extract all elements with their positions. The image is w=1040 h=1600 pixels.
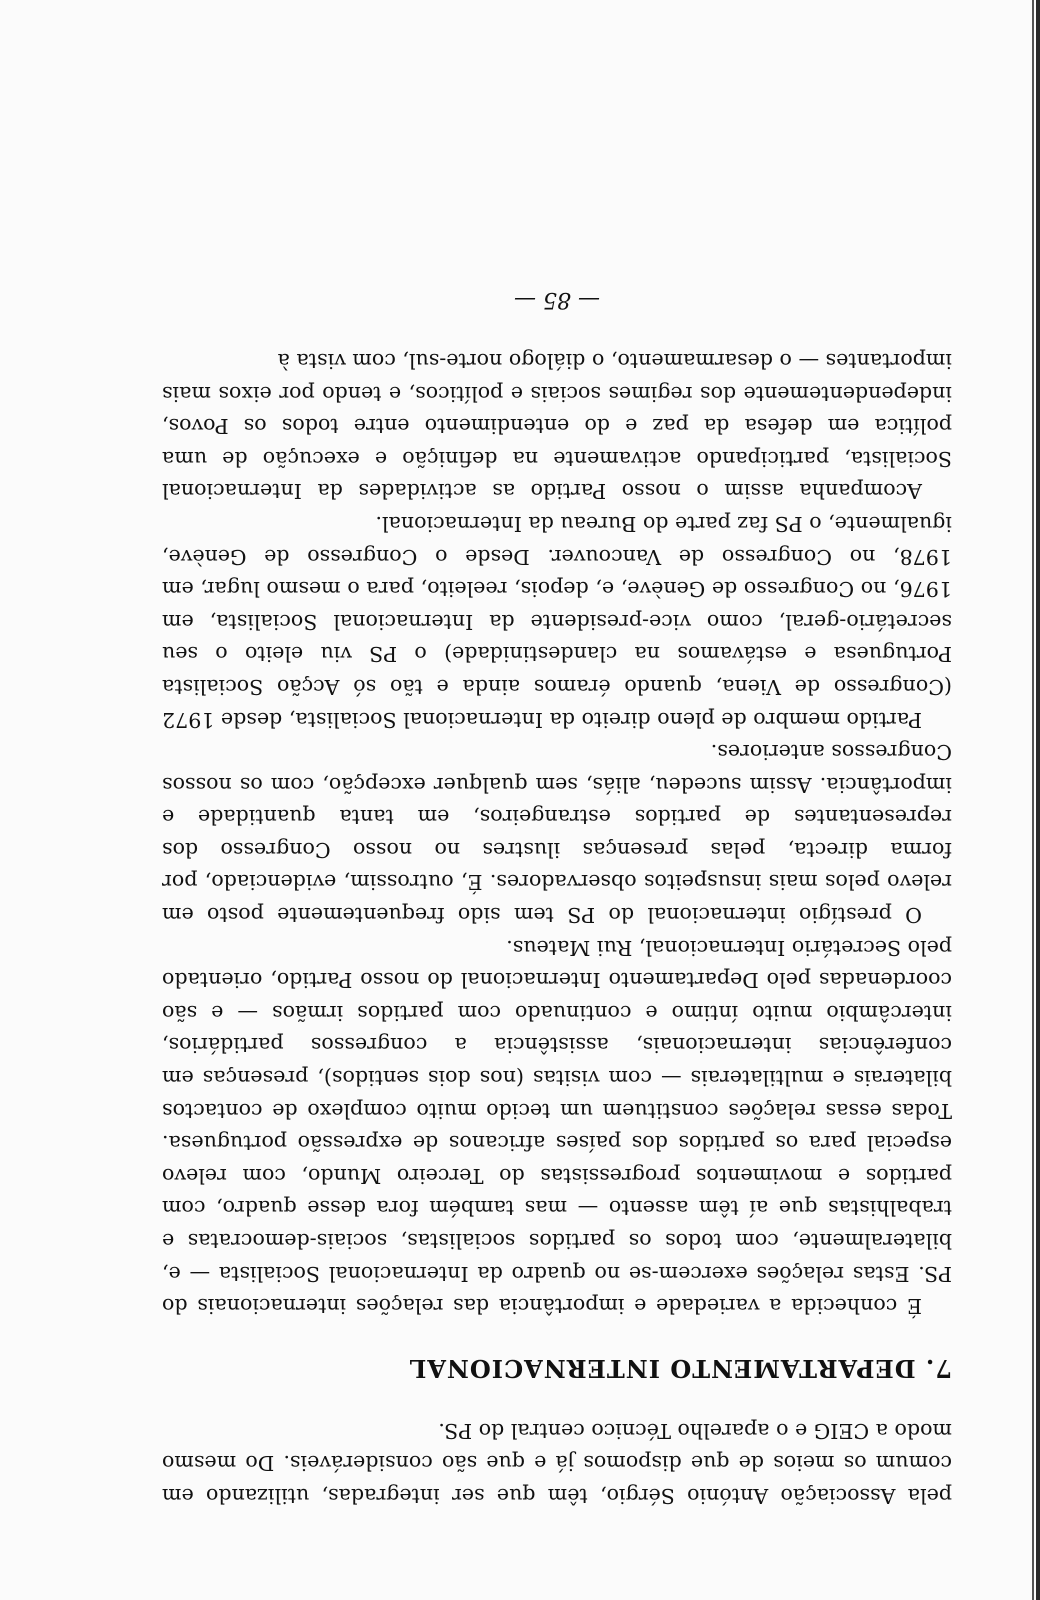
paragraph-prestige: O prestígio internacional do PS tem sido frequentemente posto em relevo pelos mais insuspeitos observadores. É, outrossim, evidenciado, por forma directa, pelas presenças ilustres no nosso Congresso dos representantes de partidos estrangeiros, em tanta quantidade e importância. Assim sucedeu, aliás, sem qualquer excepção, com os nossos Congressos anteriores. bbox=[162, 740, 952, 928]
scan-edge-line bbox=[1032, 0, 1034, 1600]
page-content bbox=[162, 284, 952, 1512]
paragraph-membership: Partido membro de pleno direito da Internacional Socialista, desde 1972 (Congresso de Viena, quando éramos ainda e tão só Acção Socialista Portuguesa e estávamos na clandestinidade) o PS viu eleito o seu secretário-geral, como vice-presidente da Internacional Socialista, em 1976, no Congresso de Genève, e, depois, reeleito, para o mesmo lugar, em 1978, no Congresso de Vancouver. Desde o Congresso de Genève, igualmente, o PS faz parte do Bureau da Internacional. bbox=[162, 511, 952, 732]
scan-edge-shadow bbox=[1036, 0, 1040, 1600]
intro-paragraph: pela Associação António Sérgio, têm que ser integradas, utilizando em comum os meios de que dispomos já e que são consideráveis. Do mesmo modo a CEIG e o aparelho Técnico central do PS. bbox=[162, 1418, 952, 1508]
section-heading: 7. DEPARTAMENTO INTERNACIONAL bbox=[408, 1354, 952, 1384]
page-number: — 85 — bbox=[514, 287, 600, 313]
paragraph-activities: Acompanha assim o nosso Partido as actividades da Internacional Socialista, participando activamente na definição e execução de uma política em defesa da paz e do entendimento entre todos os Povos, independentemente dos regimes sociais e políticos, e tendo por eixos mais importantes — o desarmamento, o diálogo norte-sul, com vista à bbox=[162, 349, 952, 504]
paragraph-relations: É conhecida a variedade e importância das relações internacionais do PS. Estas relações exercem-se no quadro da Internacional Socialista — e, bilateralmente, com todos os partidos socialistas, sociais-democratas e trabalhistas que aí têm assento — mas também fora desse quadro, com partidos e movimentos progressistas do Terceiro Mundo, com relevo especial para os partidos dos países africanos de expressão portuguesa. Todas essas relações constituem um tecido muito complexo de contactos bilaterais e multilaterais — com visitas (nos dois sentidos), presenças em conferências internacionais, assistência a congressos partidários, intercâmbio muito íntimo e continuado com partidos irmãos — e são coordenadas pelo Departamento Internacional do nosso Partido, orientado pelo Secretário Internacional, Rui Mateus. bbox=[162, 935, 952, 1319]
